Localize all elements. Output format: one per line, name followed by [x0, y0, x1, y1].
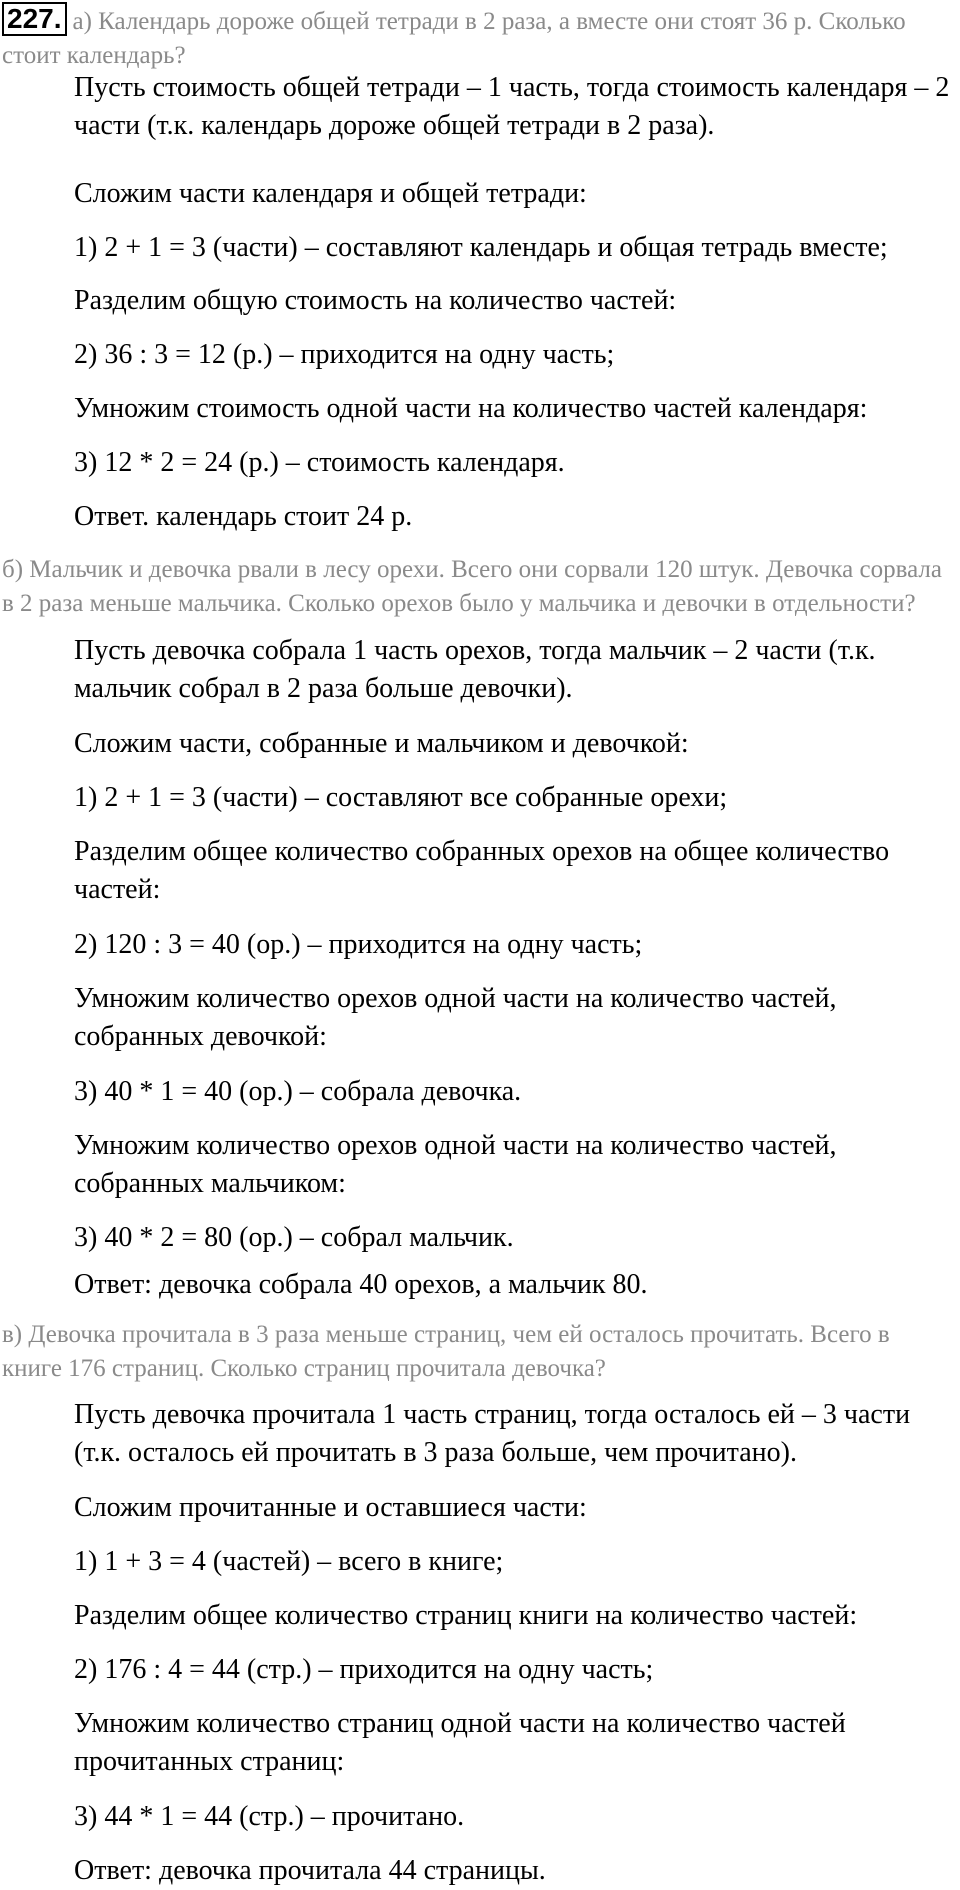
step-b-9: 3) 40 * 2 = 80 (ор.) – собрал мальчик. [74, 1222, 514, 1253]
step-c-4: Разделим общее количество страниц книги на количество частей: [74, 1600, 858, 1631]
answer-a: Ответ. календарь стоит 24 р. [74, 501, 413, 532]
problem-a-text: а) Календарь дороже общей тетради в 2 раза, а вместе они стоят 36 р. Сколько стоит календарь? [2, 8, 906, 69]
problem-b-statement [2, 553, 952, 621]
step-b-7: 3) 40 * 1 = 40 (ор.) – собрала девочка. [74, 1076, 522, 1107]
step-a-5: 2) 36 : 3 = 12 (р.) – приходится на одну часть; [74, 339, 615, 370]
problem-c-text: в) Девочка прочитала в 3 раза меньше страниц, чем ей осталось прочитать. Всего в книге 176 страниц. Сколько страниц прочитала девочка? [2, 1321, 890, 1382]
step-a-1: Пусть стоимость общей тетради – 1 часть, тогда стоимость календаря – 2 части (т.к. календарь дороже общей тетради в 2 раза). [74, 72, 950, 141]
answer-c: Ответ: девочка прочитала 44 страницы. [74, 1855, 546, 1886]
step-b-3: 1) 2 + 1 = 3 (части) – составляют все собранные орехи; [74, 782, 728, 813]
problem-a-statement [2, 2, 952, 73]
problem-number-box: 227. [2, 2, 67, 36]
step-b-2: Сложим части, собранные и мальчиком и девочкой: [74, 728, 689, 759]
problem-b-text: б) Мальчик и девочка рвали в лесу орехи. Всего они сорвали 120 штук. Девочка сорвала в 2 раза меньше мальчика. Сколько орехов было у мальчика и девочки в отдельности? [2, 556, 942, 617]
step-a-7: 3) 12 * 2 = 24 (р.) – стоимость календаря. [74, 447, 565, 478]
step-c-3: 1) 1 + 3 = 4 (частей) – всего в книге; [74, 1546, 504, 1577]
step-a-2: Сложим части календаря и общей тетради: [74, 178, 587, 209]
step-c-5: 2) 176 : 4 = 44 (стр.) – приходится на одну часть; [74, 1654, 654, 1685]
step-b-5: 2) 120 : 3 = 40 (ор.) – приходится на одну часть; [74, 929, 643, 960]
step-a-4: Разделим общую стоимость на количество частей: [74, 285, 677, 316]
step-c-7: 3) 44 * 1 = 44 (стр.) – прочитано. [74, 1801, 465, 1832]
step-b-1: Пусть девочка собрала 1 часть орехов, тогда мальчик – 2 части (т.к. мальчик собрал в 2 раза больше девочки). [74, 635, 876, 704]
step-c-1: Пусть девочка прочитала 1 часть страниц, тогда осталось ей – 3 части (т.к. осталось ей прочитать в 3 раза больше, чем прочитано). [74, 1399, 911, 1468]
step-b-8: Умножим количество орехов одной части на количество частей, собранных мальчиком: [74, 1130, 837, 1199]
step-b-6: Умножим количество орехов одной части на количество частей, собранных девочкой: [74, 983, 837, 1052]
step-c-2: Сложим прочитанные и оставшиеся части: [74, 1492, 587, 1523]
problem-c-statement [2, 1318, 952, 1386]
step-b-4: Разделим общее количество собранных орехов на общее количество частей: [74, 836, 890, 905]
step-a-3: 1) 2 + 1 = 3 (части) – составляют календарь и общая тетрадь вместе; [74, 232, 888, 263]
step-a-6: Умножим стоимость одной части на количество частей календаря: [74, 393, 868, 424]
answer-b: Ответ: девочка собрала 40 орехов, а мальчик 80. [74, 1269, 648, 1300]
step-c-6: Умножим количество страниц одной части на количество частей прочитанных страниц: [74, 1708, 846, 1777]
